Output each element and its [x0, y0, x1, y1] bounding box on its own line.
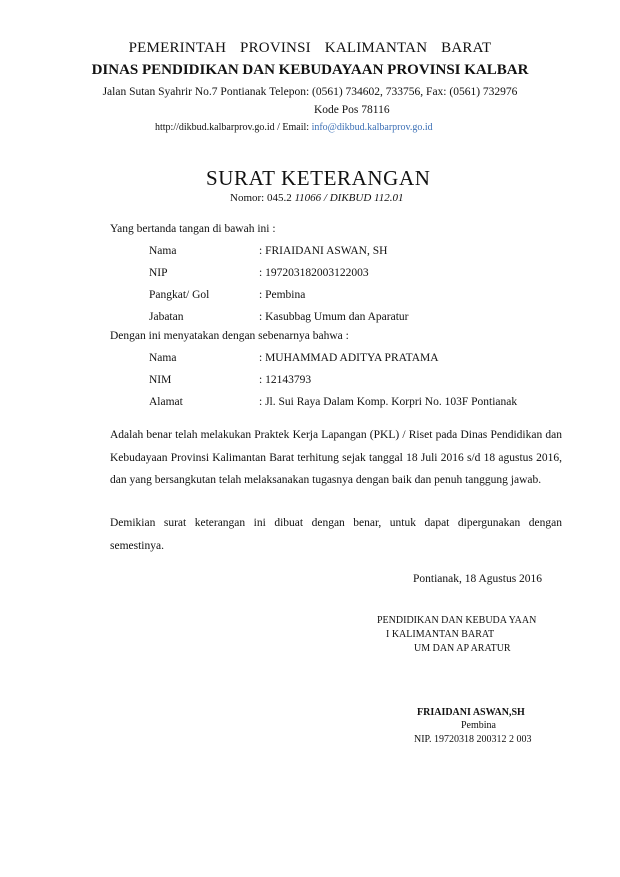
email-label: / Email:	[277, 122, 310, 133]
document-number	[230, 192, 403, 204]
signer-name: FRIAIDANI ASWAN,SH	[417, 707, 525, 718]
signer-rank-label: Pangkat/ Gol	[149, 289, 210, 301]
signer-nip-value: : 197203182003122003	[259, 267, 369, 279]
signer-nip-label: NIP	[149, 267, 168, 279]
signer-position-value: : Kasubbag Umum dan Aparatur	[259, 311, 409, 323]
place-date: Pontianak, 18 Agustus 2016	[413, 573, 543, 585]
student-address-label: Alamat	[149, 396, 183, 408]
website-link[interactable]: http://dikbud.kalbarprov.go.id	[155, 122, 275, 133]
number-prefix: Nomor: 045.2	[230, 192, 292, 204]
letterhead-address: Jalan Sutan Syahrir No.7 Pontianak Telepon: (0561) 734602, 733756, Fax: (0561) 732976	[102, 86, 518, 98]
signer-nip: NIP. 19720318 200312 2 003	[414, 734, 532, 745]
signature-office-line-1: PENDIDIKAN DAN KEBUDA YAAN	[377, 615, 537, 626]
student-address-value: : Jl. Sui Raya Dalam Komp. Korpri No. 103F Pontianak	[259, 396, 518, 408]
student-nim-value: : 12143793	[259, 374, 312, 386]
document-title: SURAT KETERANGAN	[206, 166, 431, 190]
signature-office-line-2: I KALIMANTAN BARAT	[386, 629, 495, 640]
letterhead-postal-code: Kode Pos 78116	[314, 104, 390, 116]
closing-paragraph: Demikian surat keterangan ini dibuat dengan benar, untuk dapat dipergunakan dengan semestinya.	[110, 517, 562, 552]
letterhead-contact	[155, 122, 433, 133]
signer-rank-value: : Pembina	[259, 289, 306, 301]
signature-office-line-3: UM DAN AP ARATUR	[414, 643, 511, 654]
body-paragraph: Adalah benar telah melakukan Praktek Kerja Lapangan (PKL) / Riset pada Dinas Pendidikan dan Kebudayaan Provinsi Kalimantan Barat terhitung sejak tanggal 18 Juli 2016 s/d 18 agustus 2016, dan yang bersangkutan telah melaksanakan tugasnya dengan baik dan penuh tanggung jawab.	[110, 429, 562, 486]
signer-rank: Pembina	[461, 720, 496, 731]
statement-text: Dengan ini menyatakan dengan sebenarnya bahwa :	[110, 330, 349, 342]
number-value: 11066 / DIKBUD 112.01	[294, 192, 404, 204]
signer-name-label: Nama	[149, 245, 177, 257]
email-link[interactable]: info@dikbud.kalbarprov.go.id	[311, 122, 433, 133]
student-nim-label: NIM	[149, 374, 172, 386]
student-name-label: Nama	[149, 352, 177, 364]
letterhead-department: DINAS PENDIDIKAN DAN KEBUDAYAAN PROVINSI KALBAR	[91, 62, 529, 78]
letterhead-government: PEMERINTAH PROVINSI KALIMANTAN BARAT	[128, 40, 492, 56]
signer-position-label: Jabatan	[149, 311, 184, 323]
intro-text: Yang bertanda tangan di bawah ini :	[110, 223, 276, 235]
student-name-value: : MUHAMMAD ADITYA PRATAMA	[259, 352, 439, 364]
signer-name-value: : FRIAIDANI ASWAN, SH	[259, 245, 388, 257]
